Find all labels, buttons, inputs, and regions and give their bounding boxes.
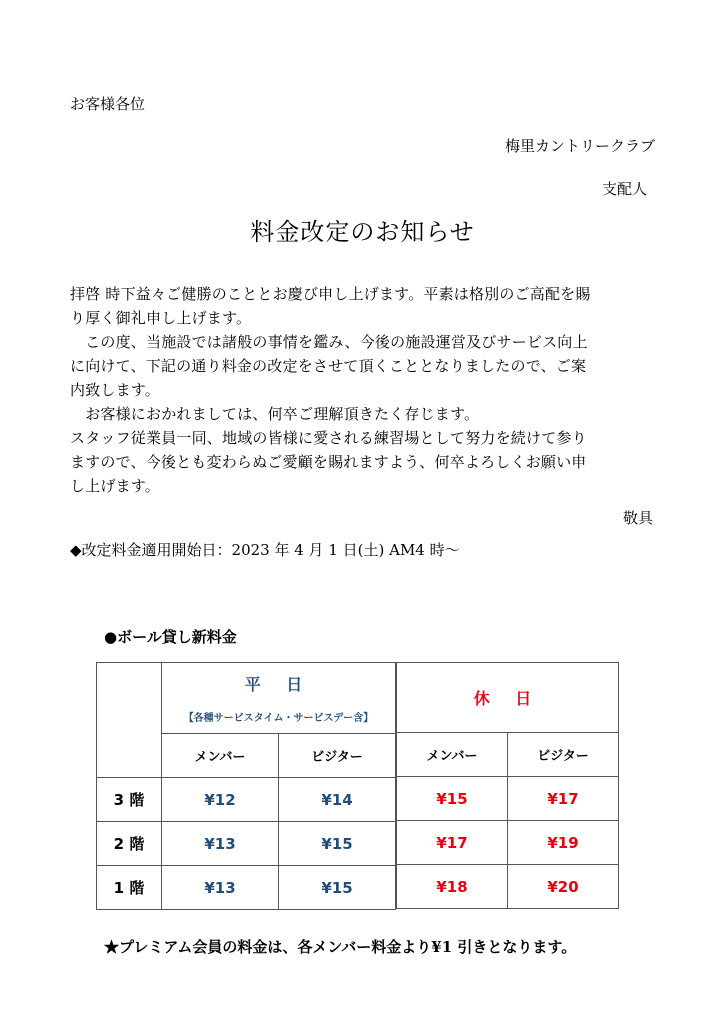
weekday-fee-table [96, 662, 396, 910]
body-line: この度、当施設では諸般の事情を鑑み、今後の施設運営及びサービス向上 [70, 333, 588, 351]
letter-body [70, 282, 660, 498]
holiday-member-price: ¥17 [397, 821, 508, 865]
weekday-visitor-price: ¥15 [279, 866, 396, 910]
weekday-member-price: ¥13 [162, 822, 279, 866]
weekday-visitor-header: ビジター [279, 734, 396, 778]
club-name: 梅里カントリークラブ [504, 137, 655, 155]
effective-date: ◆改定料金適用開始日：2023 年 4 月 1 日(土) AM4 時～ [70, 541, 460, 559]
floor-label: 3 階 [97, 778, 162, 822]
holiday-visitor-price: ¥20 [508, 865, 619, 909]
body-line: に向けて、下記の通り料金の改定をさせて頂くこととなりましたので、ご案 [70, 357, 587, 375]
weekday-member-price: ¥13 [162, 866, 279, 910]
addressee: お客様各位 [70, 95, 146, 113]
premium-member-note: ★プレミアム会員の料金は、各メンバー料金より¥1 引きとなります。 [104, 938, 577, 956]
body-line: スタッフ従業員一同、地域の皆様に愛される練習場として努力を続けて参り [70, 429, 587, 447]
holiday-member-price: ¥18 [397, 865, 508, 909]
body-line: り厚く御礼申し上げます。 [70, 309, 252, 327]
holiday-member-header: メンバー [397, 733, 508, 777]
holiday-label: 休 日 [473, 689, 542, 708]
weekday-sub-note: 【各種サービスタイム・サービスデー含】 [183, 713, 374, 724]
weekday-visitor-price: ¥14 [279, 778, 396, 822]
holiday-visitor-header: ビジター [508, 733, 619, 777]
empty-corner-cell [97, 663, 162, 778]
weekday-label: 平 日 [244, 675, 313, 694]
floor-label: 2 階 [97, 822, 162, 866]
holiday-visitor-price: ¥17 [508, 777, 619, 821]
holiday-fee-table [396, 662, 619, 909]
document-title: 料金改定のお知らせ [250, 218, 475, 246]
body-line: 拝啓 時下益々ご健勝のこととお慶び申し上げます。平素は格別のご高配を賜 [70, 285, 591, 303]
weekday-member-header: メンバー [162, 734, 279, 778]
manager-title: 支配人 [601, 180, 647, 198]
section-heading: ●ボール貸し新料金 [104, 628, 237, 646]
body-line: お客様におかれましては、何卒ご理解頂きたく存じます。 [70, 405, 480, 423]
body-line: 内致します。 [70, 381, 161, 399]
body-line: し上げます。 [70, 477, 161, 495]
weekday-header-cell [162, 663, 396, 734]
closing-word: 敬具 [622, 509, 653, 527]
body-line: ますので、今後とも変わらぬご愛顧を賜れますよう、何卒よろしくお願い申 [70, 453, 587, 471]
holiday-header-cell [397, 663, 619, 733]
weekday-visitor-price: ¥15 [279, 822, 396, 866]
holiday-member-price: ¥15 [397, 777, 508, 821]
floor-label: 1 階 [97, 866, 162, 910]
holiday-visitor-price: ¥19 [508, 821, 619, 865]
weekday-member-price: ¥12 [162, 778, 279, 822]
